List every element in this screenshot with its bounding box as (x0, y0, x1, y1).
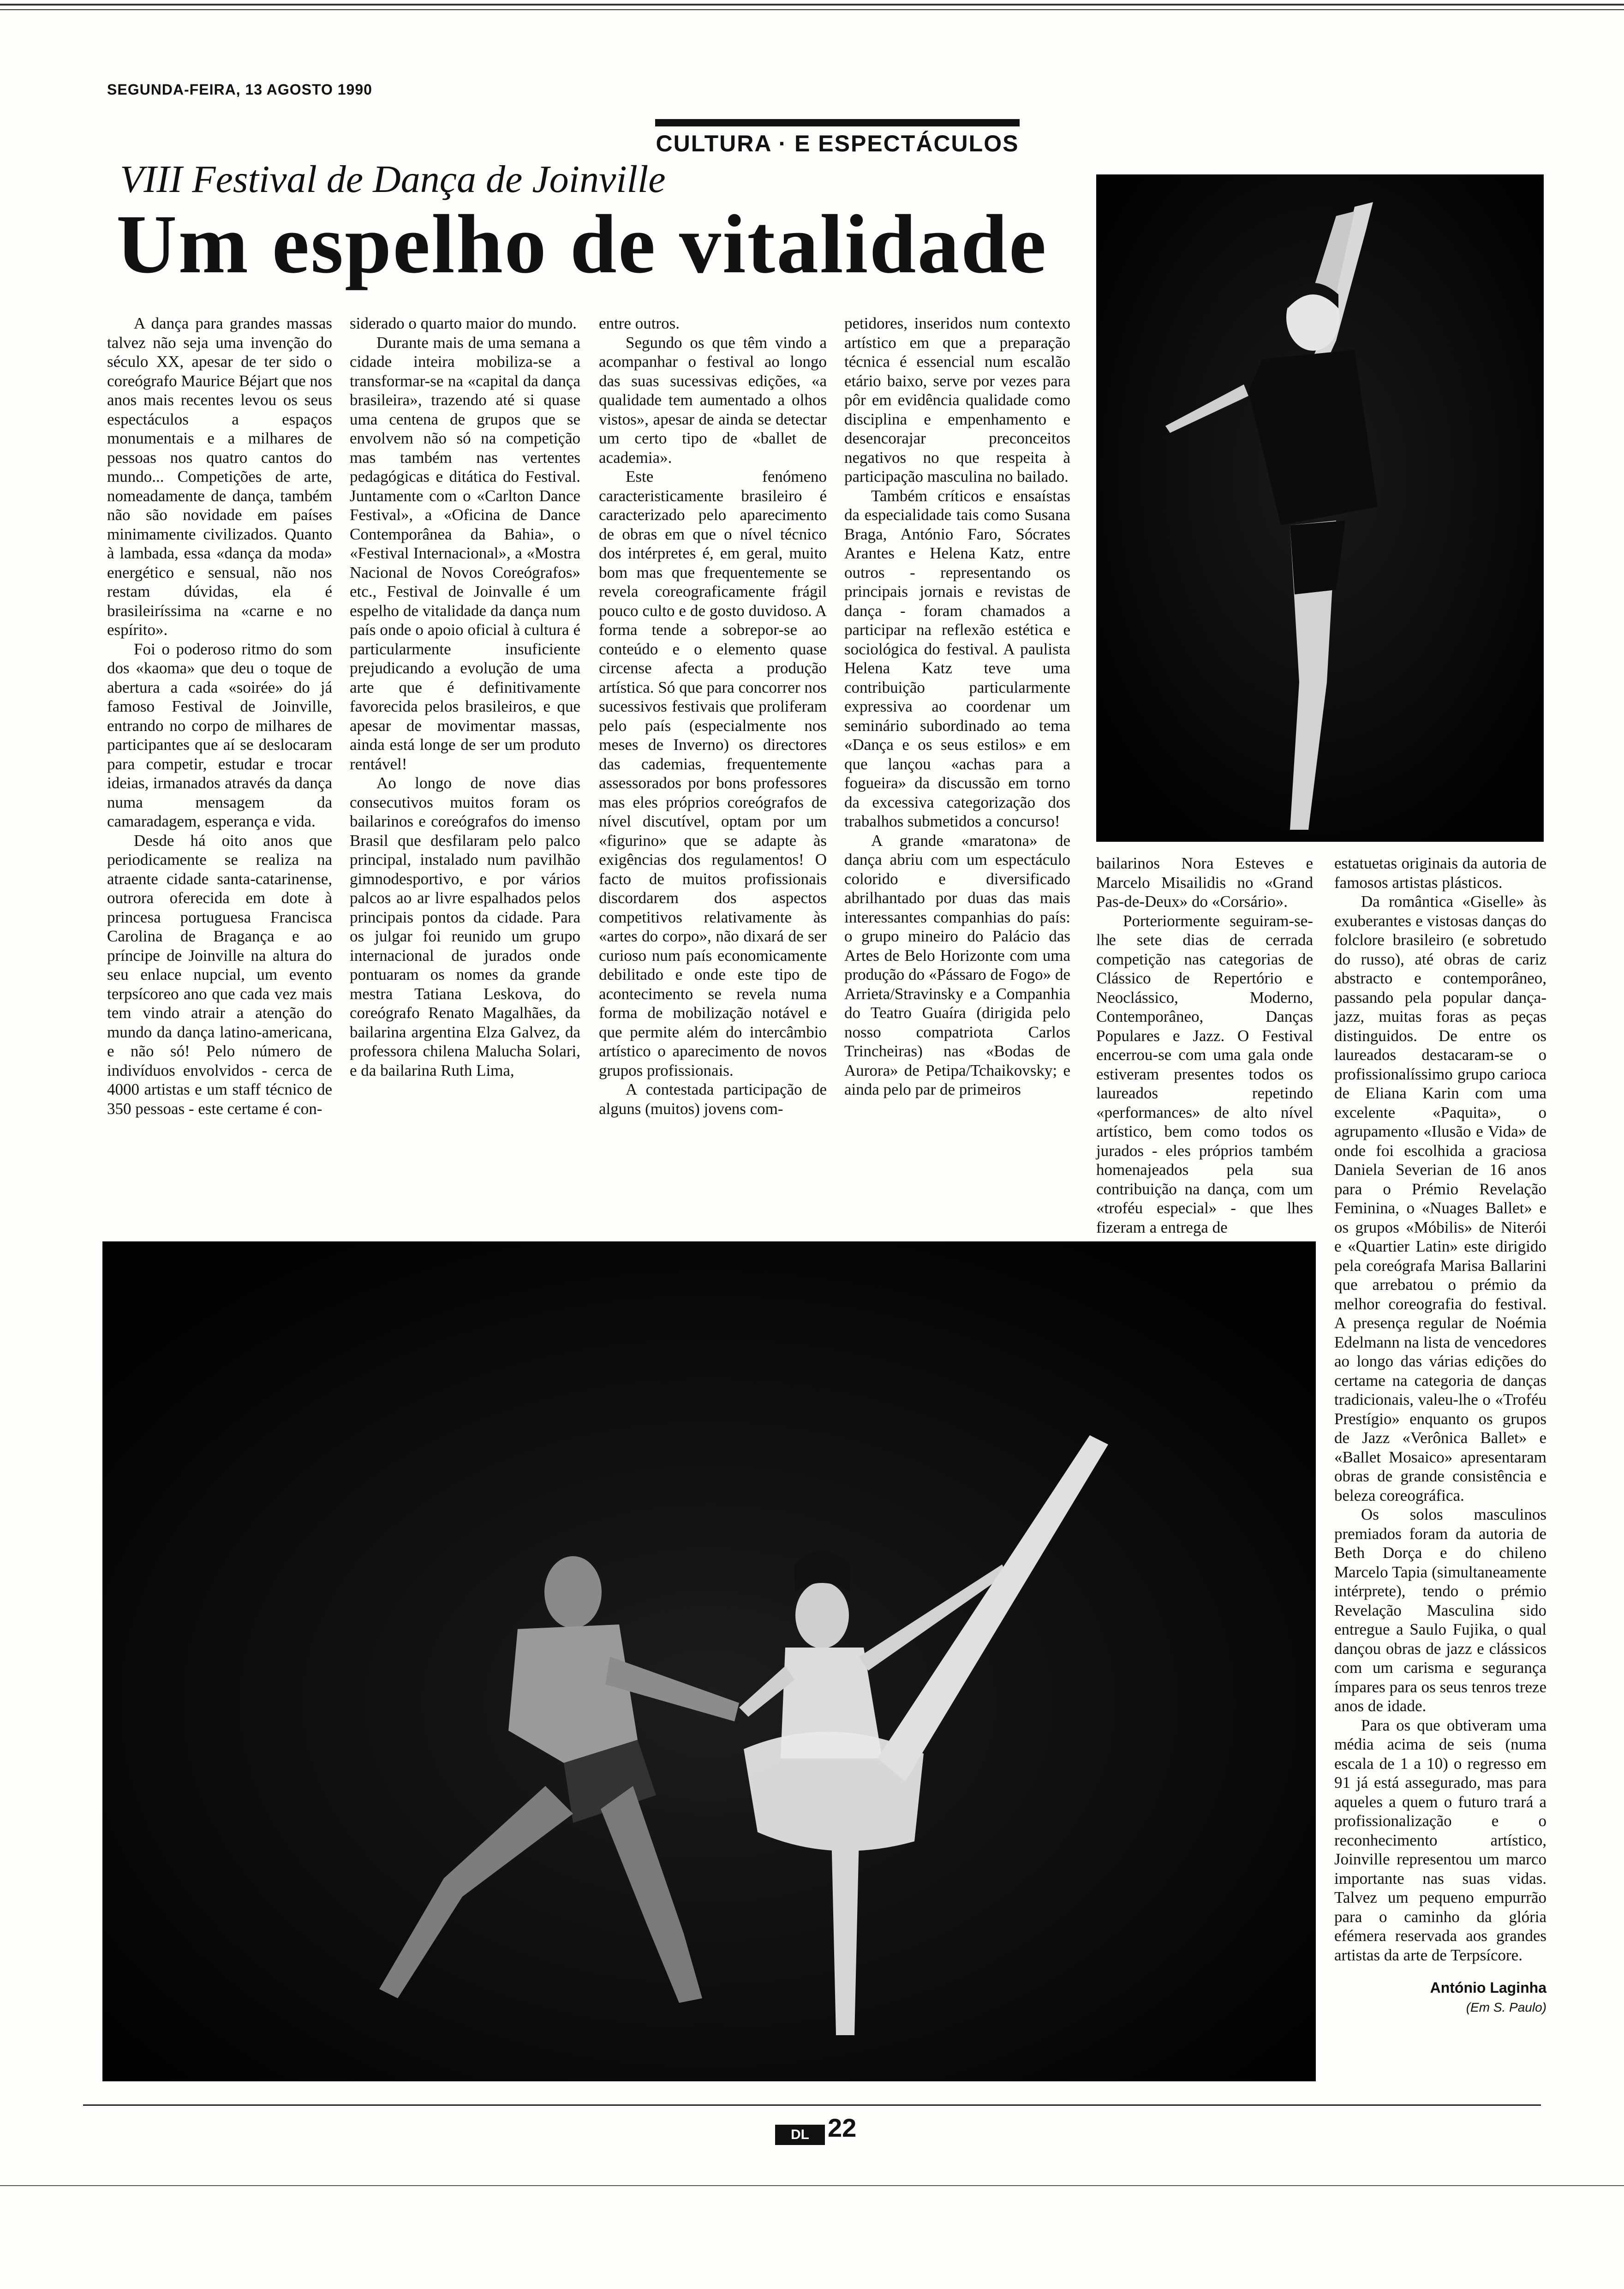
paragraph: estatuetas originais da autoria de famosos artistas plásticos. (1334, 854, 1546, 892)
footer-page-marker (775, 2113, 856, 2145)
article-column-3 (599, 314, 827, 1118)
paragraph: Para os que obtiveram uma média acima de seis (numa escala de 1 a 10) o regresso em 91 já está assegurado, mas para aqueles a quem o futuro trará a profissionalização e o reconhecimento artístico, Joinville representou um marco importante nas suas vidas. Talvez um pequeno empurrão para o caminho da glória efémera reservada aos grandes artistas da arte de Terpsícore. (1334, 1716, 1546, 1964)
dancer-silhouette-icon (1096, 174, 1544, 842)
dancers-couple-icon (102, 1241, 1316, 2081)
footer-rule (83, 2104, 1541, 2106)
top-rule-thin (0, 9, 1624, 10)
top-rule (0, 4, 1624, 6)
bottom-rule (0, 2185, 1624, 2186)
paragraph: A dança para grandes massas talvez não seja uma invenção do século XX, apesar de ter sido o coreógrafo Maurice Béjart que nos anos mais recentes levou os seus espectáculos a espaços monumentais e a milhares de pessoas nos quatro cantos do mundo... Competições de arte, nomeadamente de dança, também não são novidade em países minimamente civilizados. Quanto à lambada, essa «dança da moda» energético e sensual, não nos restam dúvidas, ela é brasileiríssima na «carne e no espírito». (107, 314, 332, 639)
paragraph: Porteriormente seguiram-se-lhe sete dias de cerrada competição nas categorias de Clássico de Repertório e Neoclássico, Moderno, Contemporâneo, Danças Populares e Jazz. O Festival encerrou-se com uma gala onde estiveram presentes todos os laureados repetindo «performances» de alto nível artístico, bem como todos os jurados - eles próprios também homenajeados pela sua contribuição na dança, com um «troféu especial» - que lhes fizeram a entrega de (1096, 911, 1313, 1236)
byline-location: (Em S. Paulo) (1466, 2000, 1546, 2014)
article-headline: Um espelho de vitalidade (116, 198, 1048, 291)
paragraph: A contestada participação de alguns (muitos) jovens com- (599, 1080, 827, 1118)
paragraph: entre outros. (599, 314, 680, 332)
paragraph: Este fenómeno caracteristicamente brasileiro é caracterizado pelo aparecimento de obras em que o nível técnico dos intérpretes é, em geral, muito bom mas que frequentemente se revela coreograficamente frágil pouco culto e de gosto duvidoso. A forma tende a sobrepor-se ao conteúdo e o elemento quase circense afecta a produção artística. Só que para concorrer nos sucessivos festivais que proliferam pelo país (especialmente nos meses de Inverno) os directores das cademias, frequentemente assessorados por bons professores mas eles próprios coreógrafos de nível discutível, optam por um «figurino» que se adapte às exigências dos regulamentos! O facto de muitos profissionais discordarem dos aspectos competitivos relativamente às «artes do corpo», não dixará de ser curioso num país economicamente debilitado e onde este tipo de acontecimento se revela numa forma de mobilização notável e que permite além do intercâmbio artístico o aparecimento de novos grupos profissionais. (599, 467, 827, 1079)
paragraph: Ao longo de nove dias consecutivos muitos foram os bailarinos e coreógrafos do imenso Brasil que desfilaram pelo palco principal, instalado num pavilhão gimnodesportivo, e por vários palcos ao ar livre espalhados pelos principais pontos da cidade. Para os julgar foi reunido um grupo internacional de jurados onde pontuaram os nomes da grande mestra Tatiana Leskova, do coreógrafo Renato Magalhães, da bailarina argentina Elza Galvez, da professora chilena Malucha Solari, e da bailarina Ruth Lima, (350, 774, 580, 1079)
article-column-1 (107, 314, 332, 1118)
paragraph: Foi o poderoso ritmo do som dos «kaoma» que deu o toque de abertura a cada «soirée» do já famoso Festival de Joinville, entrando no corpo de milhares de participantes que aí se deslocaram para competir, estudar e trocar ideias, irmanados através da dança numa mensagem da camaradagem, esperança e vida. (107, 640, 332, 830)
paragraph: siderado o quarto maior do mundo. (350, 314, 577, 332)
paragraph: Durante mais de uma semana a cidade inteira mobiliza-se a transformar-se na «capital da dança brasileira», trazendo até si quase uma centena de grupos que se envolvem não só na competição mas também nas vertentes pedagógicas e ditática do Festival. Juntamente com o «Carlton Dance Festival», a «Oficina de Dance Contemporânea da Bahia», o «Festival Internacional», a «Mostra Nacional de Novos Coreógrafos» etc., Festival de Joinvalle é um espelho de vitalidade da dança num país onde o apoio oficial à cultura é particularmente insuficiente prejudicando a evolução de uma arte que é definitivamente favorecida pelos brasileiros, e que apesar de movimentar massas, ainda está longe de ser um produto rentável! (350, 333, 580, 773)
photo-pas-de-deux (102, 1241, 1316, 2081)
paragraph: Os solos masculinos premiados foram da autoria de Beth Dorça e do chileno Marcelo Tapia (simultaneamente intérprete), tendo o prémio Revelação Masculina sido entregue a Saulo Fujika, o qual dançou obras de jazz e clássicos com um carisma e segurança ímpares para os seus tenros treze anos de idade. (1334, 1505, 1546, 1715)
article-column-2 (350, 314, 580, 1080)
article-kicker: VIII Festival de Dança de Joinville (120, 158, 666, 201)
newspaper-logo-icon: DL (775, 2125, 825, 2145)
paragraph: Também críticos e ensaístas da especialidade tais como Susana Braga, António Faro, Sócrates Arantes e Helena Katz, entre outros - representando os principais jornais e revistas de dança - foram chamados a participar na reflexão estética e sociológica do festival. A paulista Helena Katz teve uma contribuição particularmente expressiva ao coordenar um seminário subordinado ao tema «Dança e os seus estilos» e em que lançou «achas para a fogueira» da discussão em torno da excessiva categorização dos trabalhos submetidos a concurso! (844, 486, 1070, 830)
paragraph: petidores, inseridos num contexto artístico em que a preparação técnica é essencial num escalão etário baixo, serve por vezes para pôr em evidência qualidade como disciplina e empenhamento e desencorajar preconceitos negativos no que respeita à participação masculina no bailado. (844, 314, 1070, 485)
byline: António Laginha (1430, 1979, 1546, 1996)
paragraph: Segundo os que têm vindo a acompanhar o festival ao longo das suas sucessivas edições, «a qualidade tem aumentado a olhos vistos», apesar de ainda se detectar um certo tipo de «ballet de academia». (599, 333, 827, 467)
section-title: CULTURA · E ESPECTÁCULOS (655, 119, 1020, 157)
article-column-5 (1096, 854, 1313, 1237)
paragraph: Desde há oito anos que periodicamente se realiza na atraente cidade santa-catarinense, outrora oferecida em dote à princesa portuguesa Francisca Carolina de Bragança e ao príncipe de Joinville na altura do seu enlace nupcial, um evento terpsícoreo ano que cada vez mais tem vindo atrair a atenção do mundo da dança latino-americana, e não só! Pelo número de indivíduos envolvidos - cerca de 4000 artistas e um staff técnico de 350 pessoas - este certame é con- (107, 831, 332, 1118)
paragraph: Da romântica «Giselle» às exuberantes e vistosas danças do folclore brasileiro (e sobretudo do russo), até obras de cariz abstracto e contemporâneo, passando pela popular dança-jazz, muitas foras as peças distinguidos. De entre os laureados destacaram-se o profissionalíssimo grupo carioca de Eliana Karin com uma excelente «Paquita», o agrupamento «Ilusão e Vida» de onde foi escolhida a graciosa Daniela Severian de 16 anos para o Prémio Revelação Feminina, o «Nuages Ballet» e os grupos «Móbilis» de Niterói e «Quartier Latin» este dirigido pela coreógrafa Marisa Ballarini que arrebatou o prémio da melhor coreografia do festival. A presença regular de Noémia Edelmann na lista de vencedores ao longo das várias edições do certame na categoria de danças tradicionais, valeu-lhe o «Troféu Prestígio» enquanto os grupos de Jazz «Verônica Ballet» e «Ballet Mosaico» apresentaram obras de grande consistência e beleza coreográfica. (1334, 893, 1546, 1504)
page-number: 22 (828, 2113, 857, 2142)
paragraph: bailarinos Nora Esteves e Marcelo Misailidis no «Grand Pas-de-Deux» do «Corsário». (1096, 854, 1313, 911)
photo-solo-dancer (1096, 174, 1544, 842)
dateline: SEGUNDA-FEIRA, 13 AGOSTO 1990 (107, 81, 372, 98)
article-column-4 (844, 314, 1070, 1099)
article-column-6 (1334, 854, 1546, 2017)
paragraph: A grande «maratona» de dança abriu com um espectáculo colorido e diversificado abrilhantado por duas das mais interessantes companhias do país: o grupo mineiro do Palácio das Artes de Belo Horizonte com uma produção do «Pássaro de Fogo» de Arrieta/Stravinsky e a Companhia do Teatro Guaíra (dirigida pelo nosso compatriota Carlos Trincheiras) nas «Bodas de Aurora» de Petipa/Tchaikovsky; e ainda pelo par de primeiros (844, 831, 1070, 1098)
